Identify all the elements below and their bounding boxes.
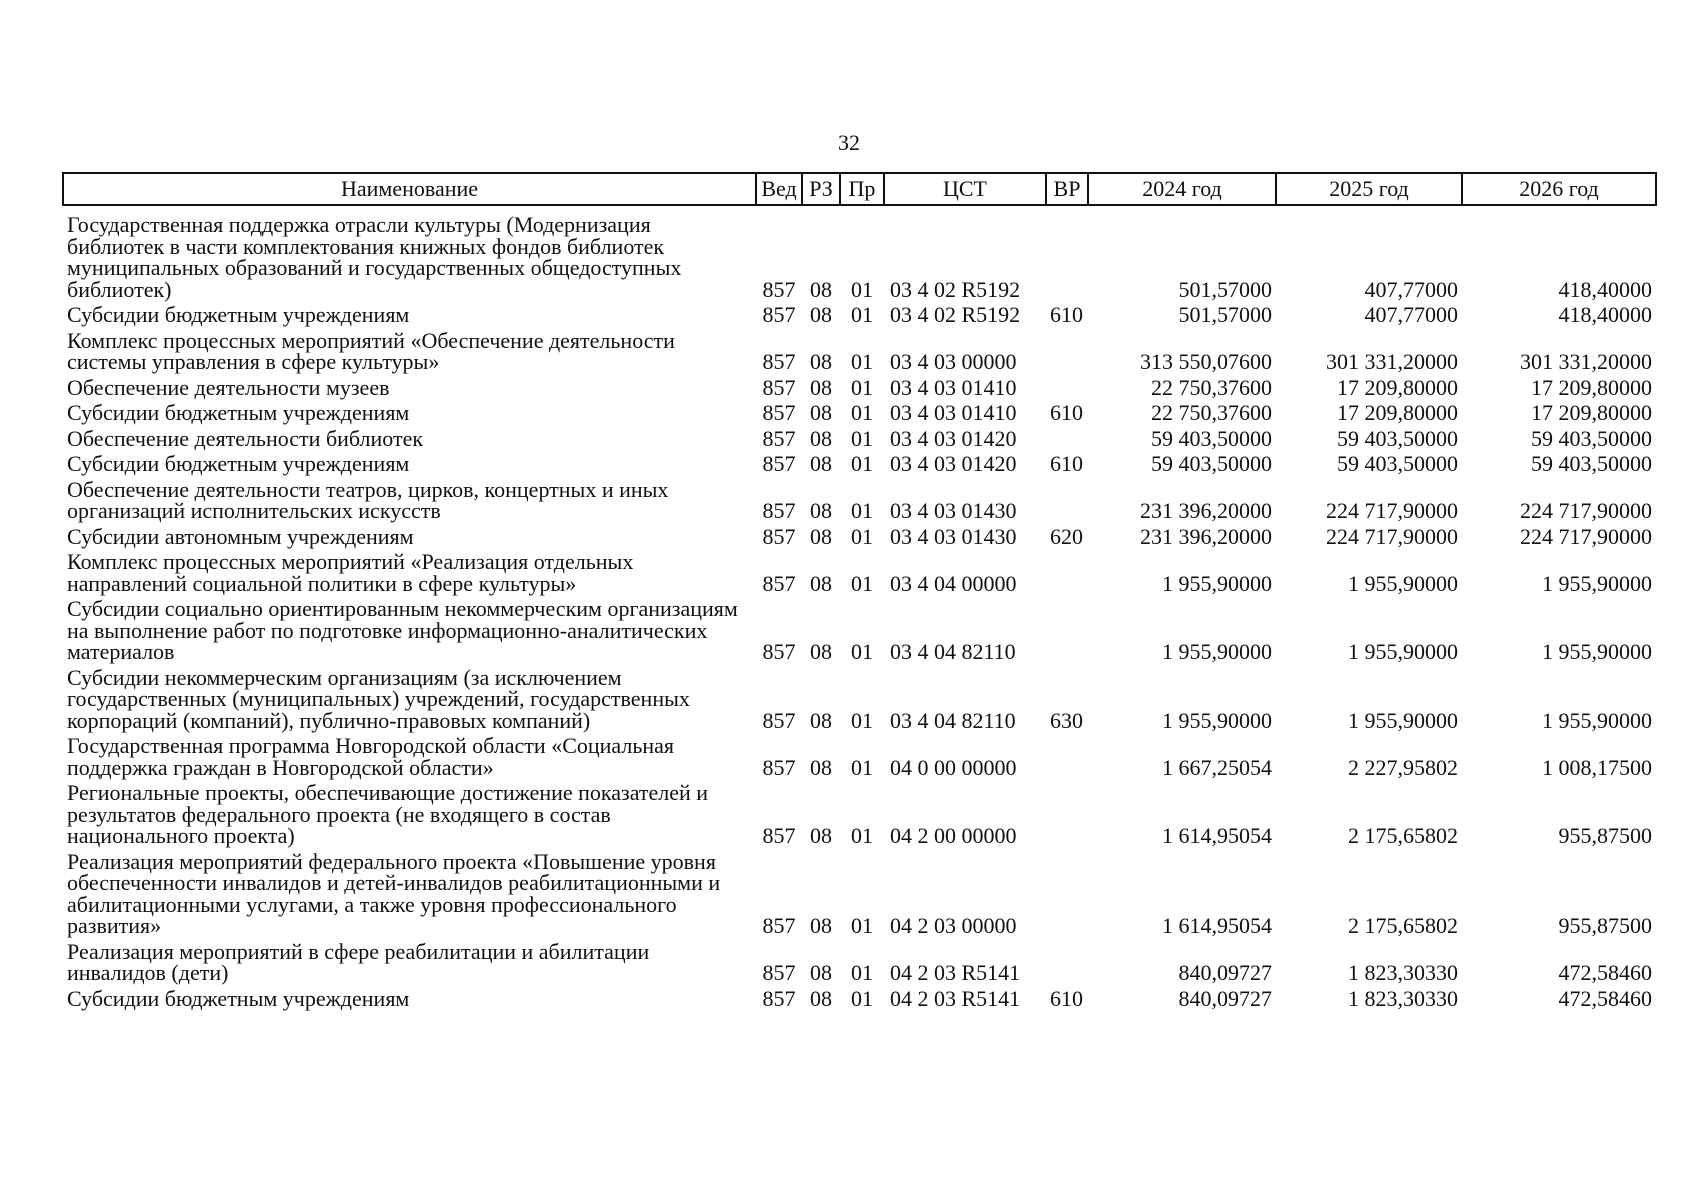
cell-rz: 08 [810, 570, 832, 596]
cell-name: Субсидии бюджетным учреждениям [67, 304, 410, 327]
cell-rz: 08 [810, 987, 832, 1011]
cell-2025: 17 209,80000 [1337, 402, 1458, 425]
cell-2025: 224 717,90000 [1326, 498, 1458, 523]
cell-name: Комплекс процессных мероприятий «Реализация отдельных направлений социальной политики в сфере культуры» [67, 551, 634, 596]
cell-2025: 2 175,65802 [1348, 823, 1458, 848]
cell-rz: 08 [810, 639, 832, 664]
cell-pr: 01 [851, 707, 873, 733]
table-row [63, 304, 1656, 330]
cell-ved: 857 [762, 823, 796, 848]
cell-rz: 08 [810, 276, 832, 302]
cell-rz: 08 [810, 427, 832, 451]
cell-2026: 59 403,50000 [1531, 453, 1652, 476]
cell-2024: 1 614,95054 [1162, 823, 1272, 848]
cell-2026: 1 955,90000 [1542, 570, 1652, 596]
cell-2026: 418,40000 [1558, 304, 1652, 327]
table-row [63, 479, 1656, 526]
cell-ved: 857 [762, 498, 796, 523]
cell-pr: 01 [851, 913, 873, 938]
cell-cst: 03 4 03 01430 [890, 525, 1017, 549]
cell-pr: 01 [851, 376, 873, 400]
cell-2024: 59 403,50000 [1151, 427, 1272, 451]
cell-pr: 01 [851, 823, 873, 848]
cell-vr [1046, 851, 1088, 941]
cell-rz: 08 [810, 349, 832, 374]
cell-2024: 1 955,90000 [1162, 639, 1272, 664]
cell-2025: 1 955,90000 [1348, 707, 1458, 733]
cell-cst: 03 4 03 01420 [890, 427, 1017, 451]
header-ved: Вед [756, 173, 802, 205]
cell-vr [1046, 782, 1088, 851]
cell-cst: 03 4 02 R5192 [890, 304, 1021, 327]
cell-ved: 857 [762, 707, 796, 733]
cell-cst: 04 0 00 00000 [890, 754, 1017, 780]
cell-name: Субсидии некоммерческим организациям (за исключением государственных (муниципальных) учреждений, государственных корпораций (компаний), публично-правовых компаний) [67, 666, 690, 733]
cell-ved: 857 [762, 913, 796, 938]
table-body [63, 205, 1656, 1013]
cell-vr [1046, 330, 1088, 377]
cell-2024: 22 750,37600 [1151, 402, 1272, 425]
header-2026: 2026 год [1462, 173, 1656, 205]
cell-2025: 1 823,30330 [1348, 987, 1458, 1011]
cell-2024: 59 403,50000 [1151, 453, 1272, 476]
cell-vr: 620 [1050, 525, 1083, 549]
cell-2026: 472,58460 [1558, 960, 1652, 985]
cell-vr [1046, 735, 1088, 782]
cell-rz: 08 [810, 402, 832, 425]
cell-2024: 501,57000 [1178, 276, 1272, 302]
cell-name: Обеспечение деятельности театров, цирков, концертных и иных организаций исполнительских искусств [67, 478, 669, 523]
cell-name: Обеспечение деятельности библиотек [67, 427, 424, 451]
cell-name: Государственная программа Новгородской области «Социальная поддержка граждан в Новгородской области» [67, 735, 675, 780]
cell-2025: 407,77000 [1364, 304, 1458, 327]
header-2025: 2025 год [1276, 173, 1462, 205]
cell-vr [1046, 551, 1088, 598]
cell-pr: 01 [851, 349, 873, 374]
cell-pr: 01 [851, 525, 873, 549]
table-row [63, 988, 1656, 1014]
cell-cst: 03 4 03 01430 [890, 498, 1017, 523]
cell-2024: 1 955,90000 [1162, 707, 1272, 733]
cell-pr: 01 [851, 639, 873, 664]
table-row [63, 941, 1656, 988]
cell-name: Субсидии бюджетным учреждениям [67, 402, 410, 425]
cell-pr: 01 [851, 498, 873, 523]
header-2024: 2024 год [1088, 173, 1276, 205]
cell-2024: 840,09727 [1178, 960, 1272, 985]
header-name: Наименование [63, 173, 756, 205]
cell-2024: 231 396,20000 [1140, 525, 1272, 549]
cell-ved: 857 [762, 402, 796, 425]
cell-ved: 857 [762, 570, 796, 596]
cell-cst: 03 4 04 00000 [890, 570, 1017, 596]
cell-2024: 1 955,90000 [1162, 570, 1272, 596]
cell-2026: 17 209,80000 [1531, 402, 1652, 425]
cell-2024: 1 667,25054 [1162, 754, 1272, 780]
cell-ved: 857 [762, 276, 796, 302]
cell-2025: 59 403,50000 [1337, 453, 1458, 476]
header-rz: РЗ [802, 173, 840, 205]
header-vr: ВР [1046, 173, 1088, 205]
table-row [63, 205, 1656, 304]
cell-pr: 01 [851, 754, 873, 780]
cell-rz: 08 [810, 453, 832, 476]
cell-name: Реализация мероприятий федерального проекта «Повышение уровня обеспеченности инвалидов и детей-инвалидов реабилитационными и абилитационными услугами, а также уровня профессионального развития» [67, 850, 721, 938]
cell-name: Комплекс процессных мероприятий «Обеспечение деятельности системы управления в сфере культуры» [67, 329, 675, 374]
cell-pr: 01 [851, 960, 873, 985]
cell-2026: 224 717,90000 [1520, 498, 1652, 523]
cell-cst: 03 4 03 01410 [890, 402, 1017, 425]
header-row [63, 173, 1656, 205]
cell-2026: 955,87500 [1558, 913, 1652, 938]
cell-vr [1046, 205, 1088, 304]
cell-2024: 231 396,20000 [1140, 498, 1272, 523]
cell-ved: 857 [762, 349, 796, 374]
cell-pr: 01 [851, 453, 873, 476]
cell-rz: 08 [810, 823, 832, 848]
cell-vr [1046, 377, 1088, 403]
cell-name: Региональные проекты, обеспечивающие достижение показателей и результатов федерального проекта (не входящего в состав национального проекта) [67, 782, 709, 848]
cell-rz: 08 [810, 525, 832, 549]
cell-ved: 857 [762, 987, 796, 1011]
cell-2024: 22 750,37600 [1151, 376, 1272, 400]
cell-2026: 1 955,90000 [1542, 707, 1652, 733]
cell-2026: 955,87500 [1558, 823, 1652, 848]
cell-2025: 1 823,30330 [1348, 960, 1458, 985]
table-row [63, 782, 1656, 851]
cell-vr [1046, 598, 1088, 667]
page-number: 32 [838, 130, 860, 155]
table-row [63, 428, 1656, 454]
cell-2026: 472,58460 [1558, 987, 1652, 1011]
cell-rz: 08 [810, 304, 832, 327]
cell-name: Субсидии автономным учреждениям [67, 525, 414, 549]
cell-2026: 1 008,17500 [1542, 754, 1652, 780]
cell-rz: 08 [810, 376, 832, 400]
table-row [63, 402, 1656, 428]
cell-name: Обеспечение деятельности музеев [67, 376, 390, 400]
cell-2025: 407,77000 [1364, 276, 1458, 302]
cell-cst: 04 2 03 R5141 [890, 987, 1021, 1011]
cell-2026: 17 209,80000 [1531, 376, 1652, 400]
cell-rz: 08 [810, 754, 832, 780]
cell-cst: 04 2 03 R5141 [890, 960, 1021, 985]
cell-2025: 2 175,65802 [1348, 913, 1458, 938]
table-row [63, 330, 1656, 377]
cell-ved: 857 [762, 754, 796, 780]
cell-2026: 59 403,50000 [1531, 427, 1652, 451]
cell-2025: 1 955,90000 [1348, 570, 1458, 596]
header-cst: ЦСТ [884, 173, 1046, 205]
table-row [63, 667, 1656, 736]
cell-ved: 857 [762, 639, 796, 664]
budget-table [62, 172, 1657, 1013]
cell-vr: 630 [1050, 707, 1083, 733]
table-row [63, 526, 1656, 552]
cell-name: Государственная поддержка отрасли культуры (Модернизация библиотек в части комплектования книжных фондов библиотек муниципальных образований и государственных общедоступных библиотек) [67, 212, 682, 302]
cell-ved: 857 [762, 453, 796, 476]
cell-ved: 857 [762, 304, 796, 327]
cell-pr: 01 [851, 304, 873, 327]
cell-vr [1046, 941, 1088, 988]
cell-2025: 17 209,80000 [1337, 376, 1458, 400]
cell-cst: 04 2 03 00000 [890, 913, 1017, 938]
cell-2025: 301 331,20000 [1326, 349, 1458, 374]
cell-vr: 610 [1050, 453, 1083, 476]
cell-pr: 01 [851, 402, 873, 425]
cell-2024: 840,09727 [1178, 987, 1272, 1011]
cell-ved: 857 [762, 427, 796, 451]
cell-cst: 03 4 03 00000 [890, 349, 1017, 374]
cell-vr [1046, 428, 1088, 454]
cell-name: Субсидии социально ориентированным некоммерческим организациям на выполнение работ по подготовке информационно-аналитических материалов [67, 598, 738, 664]
cell-pr: 01 [851, 570, 873, 596]
cell-pr: 01 [851, 987, 873, 1011]
cell-2024: 313 550,07600 [1140, 349, 1272, 374]
cell-2026: 224 717,90000 [1520, 525, 1652, 549]
table-row [63, 735, 1656, 782]
cell-2025: 1 955,90000 [1348, 639, 1458, 664]
cell-cst: 03 4 02 R5192 [890, 276, 1021, 302]
table-row [63, 851, 1656, 941]
cell-2026: 1 955,90000 [1542, 639, 1652, 664]
cell-pr: 01 [851, 427, 873, 451]
cell-rz: 08 [810, 913, 832, 938]
cell-cst: 03 4 04 82110 [890, 707, 1016, 733]
cell-vr: 610 [1050, 402, 1083, 425]
cell-rz: 08 [810, 707, 832, 733]
cell-2025: 2 227,95802 [1348, 754, 1458, 780]
cell-cst: 03 4 03 01420 [890, 453, 1017, 476]
cell-rz: 08 [810, 498, 832, 523]
cell-name: Реализация мероприятий в сфере реабилитации и абилитации инвалидов (дети) [67, 940, 650, 985]
header-pr: Пр [840, 173, 884, 205]
cell-2026: 418,40000 [1558, 276, 1652, 302]
table-row [63, 598, 1656, 667]
table-row [63, 551, 1656, 598]
cell-cst: 04 2 00 00000 [890, 823, 1017, 848]
cell-name: Субсидии бюджетным учреждениям [67, 987, 410, 1011]
cell-rz: 08 [810, 960, 832, 985]
cell-vr: 610 [1050, 987, 1083, 1011]
cell-pr: 01 [851, 276, 873, 302]
cell-cst: 03 4 04 82110 [890, 639, 1016, 664]
table-row [63, 377, 1656, 403]
cell-ved: 857 [762, 525, 796, 549]
cell-cst: 03 4 03 01410 [890, 376, 1017, 400]
cell-2026: 301 331,20000 [1520, 349, 1652, 374]
cell-ved: 857 [762, 960, 796, 985]
cell-ved: 857 [762, 376, 796, 400]
cell-2024: 1 614,95054 [1162, 913, 1272, 938]
table-header [63, 173, 1656, 205]
cell-2025: 59 403,50000 [1337, 427, 1458, 451]
cell-name: Субсидии бюджетным учреждениям [67, 453, 410, 476]
cell-vr: 610 [1050, 304, 1083, 327]
cell-2025: 224 717,90000 [1326, 525, 1458, 549]
table-row [63, 453, 1656, 479]
cell-2024: 501,57000 [1178, 304, 1272, 327]
cell-vr [1046, 479, 1088, 526]
